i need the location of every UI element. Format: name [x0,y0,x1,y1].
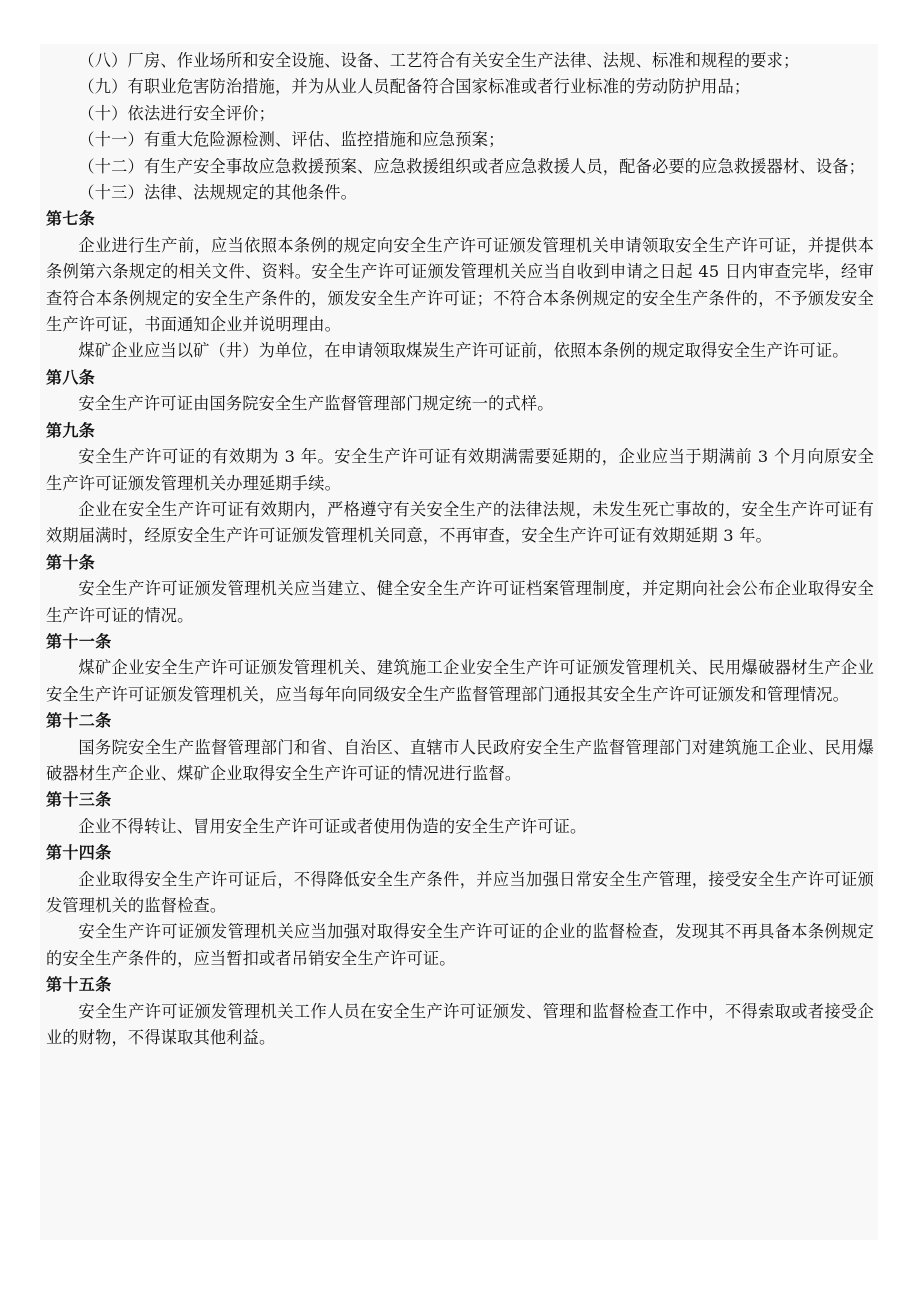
document-body [46,48,874,1051]
article-heading: 第十四条 [46,843,112,863]
article-heading: 第十条 [46,552,96,572]
article-heading: 第八条 [46,367,96,387]
paragraph: 安全生产许可证的有效期为 3 年。安全生产许可证有效期满需要延期的，企业应当于期满前 3 个月向原安全生产许可证颁发管理机关办理延期手续。 [46,447,874,493]
paragraph: 煤矿企业应当以矿（井）为单位，在申请领取煤炭生产许可证前，依照本条例的规定取得安全生产许可证。 [78,341,849,361]
article-heading: 第七条 [46,209,96,229]
document-page [40,44,878,1240]
paragraph: 煤矿企业安全生产许可证颁发管理机关、建筑施工企业安全生产许可证颁发管理机关、民用爆破器材生产企业安全生产许可证颁发管理机关，应当每年向同级安全生产监督管理部门通报其安全生产许可证颁发和管理情况。 [46,658,874,704]
paragraph: （十三）法律、法规规定的其他条件。 [78,183,357,203]
paragraph: （八）厂房、作业场所和安全设施、设备、工艺符合有关安全生产法律、法规、标准和规程的要求； [78,51,800,70]
paragraph: （十二）有生产安全事故应急救援预案、应急救援组织或者应急救援人员，配备必要的应急救援器材、设备； [78,156,865,176]
paragraph: 国务院安全生产监督管理部门和省、自治区、直辖市人民政府安全生产监督管理部门对建筑施工企业、民用爆破器材生产企业、煤矿企业取得安全生产许可证的情况进行监督。 [46,737,874,783]
paragraph: 安全生产许可证颁发管理机关应当建立、健全安全生产许可证档案管理制度，并定期向社会公布企业取得安全生产许可证的情况。 [46,579,874,625]
paragraph: 安全生产许可证由国务院安全生产监督管理部门规定统一的式样。 [78,394,554,414]
paragraph: 企业取得安全生产许可证后，不得降低安全生产条件，并应当加强日常安全生产管理，接受安全生产许可证颁发管理机关的监督检查。 [46,869,874,915]
article-heading: 第九条 [46,420,96,440]
paragraph: （十）依法进行安全评价； [78,103,276,123]
paragraph: （十一）有重大危险源检测、评估、监控措施和应急预案； [78,130,505,150]
paragraph: 安全生产许可证颁发管理机关应当加强对取得安全生产许可证的企业的监督检查，发现其不再具备本条例规定的安全生产条件的，应当暂扣或者吊销安全生产许可证。 [46,922,874,968]
paragraph: 企业不得转让、冒用安全生产许可证或者使用伪造的安全生产许可证。 [78,816,587,836]
paragraph: 企业进行生产前，应当依照本条例的规定向安全生产许可证颁发管理机关申请领取安全生产许可证，并提供本条例第六条规定的相关文件、资料。安全生产许可证颁发管理机关应当自收到申请之日起 45 日内审查完毕，经审查符合本条例规定的安全生产条件的，颁发安全生产许可证；不符合本条例规定的安全生产条件的，不予颁发安全生产许可证，书面通知企业并说明理由。 [46,235,874,335]
article-heading: 第十一条 [46,631,112,651]
paragraph: 安全生产许可证颁发管理机关工作人员在安全生产许可证颁发、管理和监督检查工作中，不得索取或者接受企业的财物，不得谋取其他利益。 [46,1001,874,1048]
paragraph: （九）有职业危害防治措施，并为从业人员配备符合国家标准或者行业标准的劳动防护用品； [78,77,751,97]
article-heading: 第十三条 [46,790,112,810]
article-heading: 第十二条 [46,711,112,731]
article-heading: 第十五条 [46,975,112,995]
paragraph: 企业在安全生产许可证有效期内，严格遵守有关安全生产的法律法规，未发生死亡事故的，安全生产许可证有效期届满时，经原安全生产许可证颁发管理机关同意，不再审查，安全生产许可证有效期延期 3 年。 [46,499,874,546]
